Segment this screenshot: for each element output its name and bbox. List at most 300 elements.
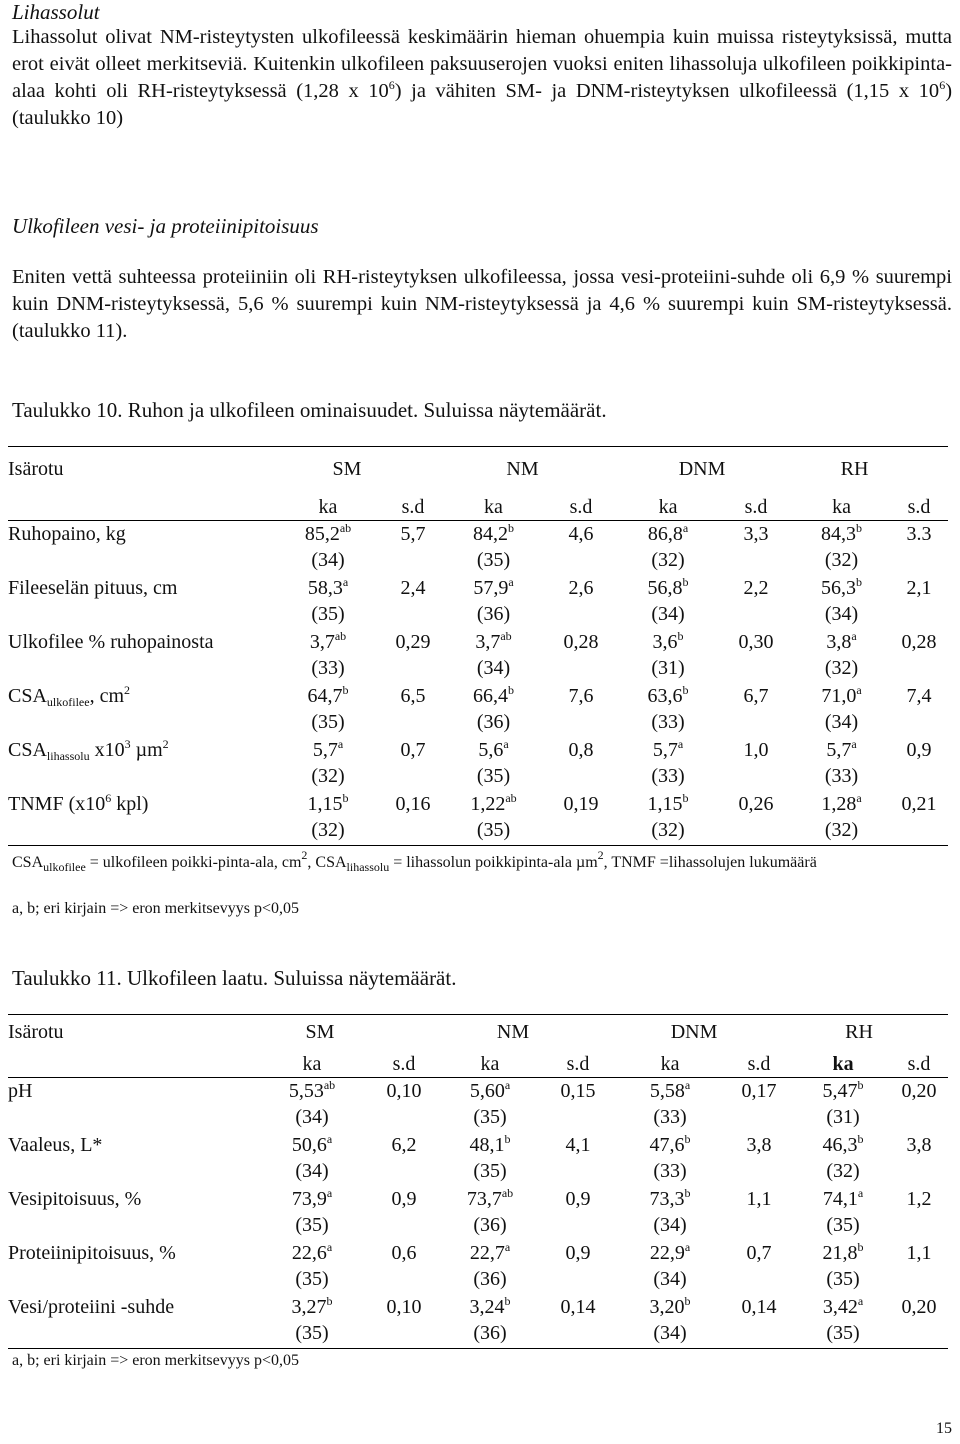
mean-value [793, 791, 890, 817]
sd-cell: 6,2 [391, 1134, 417, 1156]
sample-count: (34) [295, 1160, 329, 1182]
sd-cell: 0,20 [901, 1080, 937, 1102]
significance-letter: a [508, 575, 514, 589]
row-label-text: µm [130, 739, 163, 761]
mean-number: 48,1 [469, 1134, 505, 1156]
significance-letter: a [856, 791, 862, 805]
sample-count: (35) [311, 603, 345, 625]
sample-count: (33) [653, 1106, 687, 1128]
significance-letter: b [684, 1186, 691, 1200]
mean-number: 5,60 [469, 1080, 505, 1102]
sample-count: (35) [826, 1322, 860, 1344]
mean-cell [442, 575, 545, 629]
mean-value [272, 683, 384, 709]
sd-cell: 0,10 [386, 1080, 422, 1102]
sample-count: (35) [473, 1106, 507, 1128]
subheader-ka: ka [480, 1053, 500, 1075]
mean-number: 5,7 [826, 739, 852, 761]
sd-cell: 3,8 [746, 1134, 772, 1156]
mean-cell [272, 575, 384, 629]
sd-cell: 4,6 [568, 523, 594, 545]
significance-letter: b [856, 575, 863, 589]
sample-count: (33) [824, 765, 859, 787]
mean-value [442, 1240, 538, 1266]
row-label: pH [8, 1080, 33, 1102]
table10-group-header-row [8, 447, 948, 495]
note-text: = lihassolun poikkipinta-ala µm [389, 854, 598, 871]
sd-cell: 1,2 [906, 1188, 932, 1210]
mean-cell [272, 629, 384, 683]
sd-cell: 2,2 [743, 577, 769, 599]
superscript: 6 [105, 791, 112, 805]
mean-value [258, 1240, 366, 1266]
mean-number: 3,7 [309, 631, 335, 653]
sd-cell: 0,28 [563, 631, 599, 653]
sample-count: (34) [824, 603, 859, 625]
mean-cell [793, 521, 890, 576]
sd-cell: 7,4 [906, 685, 932, 707]
table11-header-label: Isärotu [8, 1021, 64, 1043]
mean-cell [272, 737, 384, 791]
mean-value [618, 1294, 722, 1320]
mean-number: 56,3 [821, 577, 857, 599]
table10-group-sm: SM [332, 458, 362, 480]
significance-letter: a [326, 1240, 333, 1254]
mean-number: 5,53 [288, 1080, 324, 1102]
row-label: Ruhopaino, kg [8, 523, 126, 545]
mean-number: 50,6 [291, 1134, 327, 1156]
mean-number: 84,2 [473, 523, 508, 545]
sd-cell: 1,0 [743, 739, 769, 761]
superscript: 6 [388, 78, 395, 92]
significance-letter: ab [505, 791, 517, 805]
subscript: lihassolu [46, 749, 90, 763]
significance-letter: b [682, 791, 689, 805]
mean-cell [617, 575, 719, 629]
mean-cell [442, 521, 545, 576]
note-text: , TNMF =lihassolujen lukumäärä [603, 854, 817, 871]
significance-letter: b [504, 1294, 511, 1308]
table11-group-nm: NM [496, 1021, 530, 1043]
significance-letter: a [857, 1186, 864, 1200]
mean-number: 5,58 [649, 1080, 685, 1102]
mean-value [442, 629, 545, 655]
row-label-text: x10 [89, 739, 125, 761]
superscript: 2 [597, 848, 604, 862]
significance-letter: b [684, 1132, 691, 1146]
mean-cell [796, 1132, 890, 1186]
mean-cell [793, 737, 890, 791]
significance-letter: b [857, 1240, 864, 1254]
mean-number: 84,3 [821, 523, 857, 545]
mean-cell [442, 1294, 538, 1349]
sd-cell: 0,9 [391, 1188, 417, 1210]
mean-value [442, 1078, 538, 1104]
paragraph-text: Lihassolut olivat NM-risteytysten ulkofileessä keskimäärin hieman ohuempia kuin muissa risteytyksissä, mutta erot eivät olleet merkitseviä. Kuitenkin ulkofileen paksuuserojen vuoksi eniten lihassoluja ulkofileen poikkipinta-alaa kohti oli RH-risteytyksessä (1,28 x 10 [12, 26, 952, 102]
mean-cell [793, 575, 890, 629]
significance-letter: a [682, 521, 689, 535]
mean-number: 86,8 [647, 523, 683, 545]
significance-letter: ab [500, 629, 512, 643]
mean-cell [793, 791, 890, 846]
sd-cell: 7,6 [568, 685, 594, 707]
significance-letter: a [326, 1186, 333, 1200]
mean-cell [258, 1078, 366, 1133]
sample-count: (33) [651, 765, 685, 787]
significance-letter: b [856, 521, 863, 535]
mean-value [618, 1078, 722, 1104]
sample-count: (32) [651, 819, 685, 841]
significance-letter: a [857, 1294, 864, 1308]
mean-cell [796, 1078, 890, 1133]
sample-count: (34) [476, 657, 511, 679]
mean-number: 66,4 [473, 685, 508, 707]
sample-count: (32) [826, 1160, 860, 1182]
mean-cell [258, 1186, 366, 1240]
paragraph-text: ) ja vähiten SM- ja DNM-risteytyksen ulkofileessä (1,15 x 10 [394, 80, 940, 102]
mean-cell [258, 1240, 366, 1294]
mean-value [258, 1132, 366, 1158]
sample-count: (35) [476, 549, 511, 571]
significance-letter: b [682, 683, 689, 697]
mean-value [442, 1132, 538, 1158]
paragraph-text: ) (taulukko 10) [12, 80, 953, 129]
significance-letter: a [504, 1078, 511, 1092]
mean-number: 56,8 [647, 577, 683, 599]
sample-count: (35) [295, 1268, 329, 1290]
mean-cell [617, 737, 719, 791]
mean-number: 58,3 [307, 577, 343, 599]
mean-value [272, 521, 384, 547]
significance-letter: a [677, 737, 684, 751]
table-row [8, 683, 948, 737]
table-row [8, 1078, 948, 1133]
mean-number: 5,7 [312, 739, 338, 761]
table11-group-header-row [8, 1015, 948, 1052]
significance-letter: a [337, 737, 344, 751]
mean-number: 22,9 [649, 1242, 685, 1264]
mean-cell [272, 791, 384, 846]
mean-value [442, 737, 545, 763]
mean-value [258, 1078, 366, 1104]
mean-cell [618, 1078, 722, 1133]
sd-cell: 0,10 [386, 1296, 422, 1318]
mean-value [796, 1132, 890, 1158]
mean-value [617, 737, 719, 763]
sample-count: (35) [473, 1160, 507, 1182]
sd-cell: 0,15 [560, 1080, 596, 1102]
mean-cell [617, 683, 719, 737]
sample-count: (31) [826, 1106, 860, 1128]
significance-letter: ab [323, 1078, 336, 1092]
mean-cell [272, 683, 384, 737]
mean-number: 1,15 [307, 793, 343, 815]
sample-count: (35) [295, 1214, 329, 1236]
mean-number: 73,7 [466, 1188, 502, 1210]
table10-group-nm: NM [506, 458, 539, 480]
sd-cell: 0,28 [901, 631, 937, 653]
sample-count: (35) [476, 765, 511, 787]
significance-letter: b [342, 791, 349, 805]
mean-cell [793, 683, 890, 737]
sample-count: (34) [651, 603, 685, 625]
superscript: 6 [939, 78, 946, 92]
superscript: 2 [162, 737, 169, 751]
sd-cell: 2,4 [400, 577, 426, 599]
sample-count: (32) [651, 549, 685, 571]
mean-number: 3,42 [822, 1296, 858, 1318]
sample-count: (33) [651, 711, 685, 733]
mean-number: 57,9 [473, 577, 509, 599]
row-label [8, 791, 272, 846]
subheader-sd: s.d [401, 496, 425, 518]
mean-value [258, 1294, 366, 1320]
subheader-sd: s.d [392, 1053, 416, 1075]
subheader-ka: ka [318, 496, 338, 518]
mean-cell [258, 1132, 366, 1186]
subheader-ka: ka [832, 1053, 854, 1075]
row-label [8, 737, 272, 791]
mean-cell [796, 1240, 890, 1294]
table11-caption: Taulukko 11. Ulkofileen laatu. Suluissa näytemäärät. [12, 966, 457, 990]
mean-value [617, 791, 719, 817]
table10-caption: Taulukko 10. Ruhon ja ulkofileen ominaisuudet. Suluissa näytemäärät. [12, 398, 607, 422]
mean-cell [617, 791, 719, 846]
row-label-text: , cm [89, 685, 124, 707]
subscript: lihassolu [346, 860, 390, 874]
significance-letter: b [857, 1132, 864, 1146]
row-label: Vaaleus, L* [8, 1134, 103, 1156]
mean-number: 47,6 [649, 1134, 685, 1156]
mean-number: 22,6 [291, 1242, 327, 1264]
significance-letter: a [856, 683, 862, 697]
subheader-ka: ka [302, 1053, 322, 1075]
mean-cell [442, 1078, 538, 1133]
sd-cell: 0,9 [565, 1242, 591, 1264]
significance-letter: ab [339, 521, 352, 535]
mean-number: 3,20 [649, 1296, 685, 1318]
mean-value [442, 1186, 538, 1212]
subheader-sd: s.d [566, 1053, 590, 1075]
mean-cell [272, 521, 384, 576]
sample-count: (31) [651, 657, 685, 679]
mean-number: 64,7 [307, 685, 343, 707]
significance-letter: a [684, 1078, 691, 1092]
mean-value [442, 575, 545, 601]
mean-value [442, 791, 545, 817]
mean-cell [442, 629, 545, 683]
table11-group-sm: SM [305, 1021, 335, 1043]
mean-value [442, 1294, 538, 1320]
mean-cell [442, 683, 545, 737]
sample-count: (34) [653, 1322, 687, 1344]
row-label-text: kpl) [111, 793, 149, 815]
mean-number: 5,47 [822, 1080, 858, 1102]
row-label: Vesi/proteiini -suhde [8, 1296, 175, 1318]
table10-header-label: Isärotu [8, 458, 64, 480]
sample-count: (33) [653, 1160, 687, 1182]
mean-number: 3,6 [652, 631, 678, 653]
mean-cell [796, 1186, 890, 1240]
mean-value [272, 737, 384, 763]
subscript: ulkofilee [46, 695, 90, 709]
mean-cell [442, 791, 545, 846]
row-label [8, 683, 272, 737]
row-label-text: CSA [8, 685, 47, 707]
sample-count: (34) [653, 1268, 687, 1290]
significance-letter: b [677, 629, 684, 643]
table-row [8, 737, 948, 791]
significance-letter: b [504, 1132, 511, 1146]
sd-cell: 3,8 [906, 1134, 932, 1156]
subheader-sd: s.d [744, 496, 768, 518]
mean-value [617, 629, 719, 655]
sd-cell: 0,21 [901, 793, 937, 815]
sample-count: (35) [311, 711, 345, 733]
significance-letter: ab [501, 1186, 514, 1200]
mean-value [272, 791, 384, 817]
row-label: Fileeselän pituus, cm [8, 577, 178, 599]
mean-value [258, 1186, 366, 1212]
table11-footnote-significance: a, b; eri kirjain => eron merkitsevyys p<0,05 [12, 1352, 300, 1369]
sample-count: (35) [826, 1268, 860, 1290]
sd-cell: 0,14 [741, 1296, 777, 1318]
superscript: 3 [124, 737, 131, 751]
row-label-text: TNMF (x10 [8, 793, 106, 815]
row-label: Vesipitoisuus, % [8, 1188, 142, 1210]
table-11 [8, 1014, 948, 1349]
subheader-ka: ka [832, 496, 851, 518]
section-heading-vesi-proteiini: Ulkofileen vesi- ja proteiinipitoisuus [12, 214, 319, 238]
note-text: = ulkofileen poikki-pinta-ala, cm [85, 854, 302, 871]
mean-cell [442, 1132, 538, 1186]
sample-count: (32) [824, 657, 859, 679]
sample-count: (36) [473, 1214, 507, 1236]
row-label: Ulkofilee % ruhopainosta [8, 631, 214, 653]
sd-cell: 0,26 [738, 793, 774, 815]
sd-cell: 2,1 [906, 577, 932, 599]
mean-number: 3,8 [826, 631, 852, 653]
sd-cell: 0,20 [901, 1296, 937, 1318]
mean-value [617, 683, 719, 709]
mean-number: 73,9 [291, 1188, 327, 1210]
sample-count: (32) [311, 819, 345, 841]
mean-cell [617, 521, 719, 576]
mean-value [617, 521, 719, 547]
mean-value [618, 1240, 722, 1266]
sample-count: (36) [476, 603, 511, 625]
table-row [8, 791, 948, 846]
table-10 [8, 446, 948, 846]
mean-number: 1,22 [470, 793, 506, 815]
sample-count: (32) [824, 549, 859, 571]
mean-value [442, 521, 545, 547]
sd-cell: 0,7 [400, 739, 426, 761]
mean-number: 1,28 [821, 793, 857, 815]
mean-cell [442, 737, 545, 791]
mean-value [796, 1240, 890, 1266]
significance-letter: a [851, 629, 857, 643]
mean-value [793, 737, 890, 763]
sd-cell: 0,30 [738, 631, 774, 653]
sd-cell: 0,6 [391, 1242, 417, 1264]
mean-number: 3,7 [475, 631, 501, 653]
sd-cell: 3.3 [906, 523, 932, 545]
sample-count: (36) [476, 711, 511, 733]
sample-count: (32) [311, 765, 345, 787]
table-row [8, 1294, 948, 1349]
table-row [8, 575, 948, 629]
mean-number: 22,7 [469, 1242, 505, 1264]
sd-cell: 0,7 [746, 1242, 772, 1264]
mean-value [796, 1186, 890, 1212]
sd-cell: 0,17 [741, 1080, 777, 1102]
subheader-ka: ka [658, 496, 678, 518]
mean-value [617, 575, 719, 601]
sample-count: (34) [824, 711, 859, 733]
sd-cell: 0,14 [560, 1296, 596, 1318]
sd-cell: 0,8 [568, 739, 594, 761]
significance-letter: ab [334, 629, 347, 643]
mean-number: 21,8 [822, 1242, 858, 1264]
sample-count: (32) [824, 819, 859, 841]
sd-cell: 0,29 [395, 631, 431, 653]
table11-subheader-row [8, 1051, 948, 1078]
row-label: Proteiinipitoisuus, % [8, 1242, 176, 1264]
table10-footnote-abbreviations [12, 848, 952, 874]
superscript: 2 [301, 848, 308, 862]
significance-letter: a [684, 1240, 691, 1254]
sample-count: (34) [653, 1214, 687, 1236]
mean-value [272, 575, 384, 601]
sd-cell: 1,1 [906, 1242, 932, 1264]
mean-cell [442, 1186, 538, 1240]
significance-letter: a [342, 575, 349, 589]
sample-count: (35) [295, 1322, 329, 1344]
mean-number: 5,6 [478, 739, 504, 761]
significance-letter: b [508, 683, 514, 697]
section-heading-lihassolut: Lihassolut [12, 0, 100, 24]
table10-subheader-row [8, 494, 948, 521]
superscript: 2 [124, 683, 130, 697]
mean-value [793, 521, 890, 547]
sd-cell: 6,5 [400, 685, 426, 707]
table10-group-rh: RH [840, 458, 869, 480]
significance-letter: b [342, 683, 349, 697]
mean-cell [618, 1294, 722, 1349]
mean-number: 71,0 [821, 685, 857, 707]
mean-number: 73,3 [649, 1188, 685, 1210]
sd-cell: 6,7 [743, 685, 769, 707]
sample-count: (36) [473, 1268, 507, 1290]
row-label-text: CSA [8, 739, 47, 761]
paragraph-vesi-proteiini: Eniten vettä suhteessa proteiiniin oli RH-risteytyksen ulkofileessa, jossa vesi-proteiini-suhde oli 6,9 % suurempi kuin DNM-risteytyksessä, 5,6 % suurempi kuin NM-risteytyksessä ja 4,6 % suurempi kuin SM-risteytyksessä. (taulukko 11). [12, 266, 952, 342]
significance-letter: a [504, 1240, 511, 1254]
significance-letter: b [684, 1294, 691, 1308]
significance-letter: a [326, 1132, 333, 1146]
mean-cell [442, 1240, 538, 1294]
significance-letter: b [508, 521, 514, 535]
mean-value [793, 683, 890, 709]
significance-letter: b [682, 575, 689, 589]
mean-value [796, 1294, 890, 1320]
mean-number: 74,1 [822, 1188, 858, 1210]
sd-cell: 4,1 [565, 1134, 591, 1156]
mean-value [272, 629, 384, 655]
mean-number: 46,3 [822, 1134, 858, 1156]
subheader-sd: s.d [569, 496, 593, 518]
mean-value [442, 683, 545, 709]
